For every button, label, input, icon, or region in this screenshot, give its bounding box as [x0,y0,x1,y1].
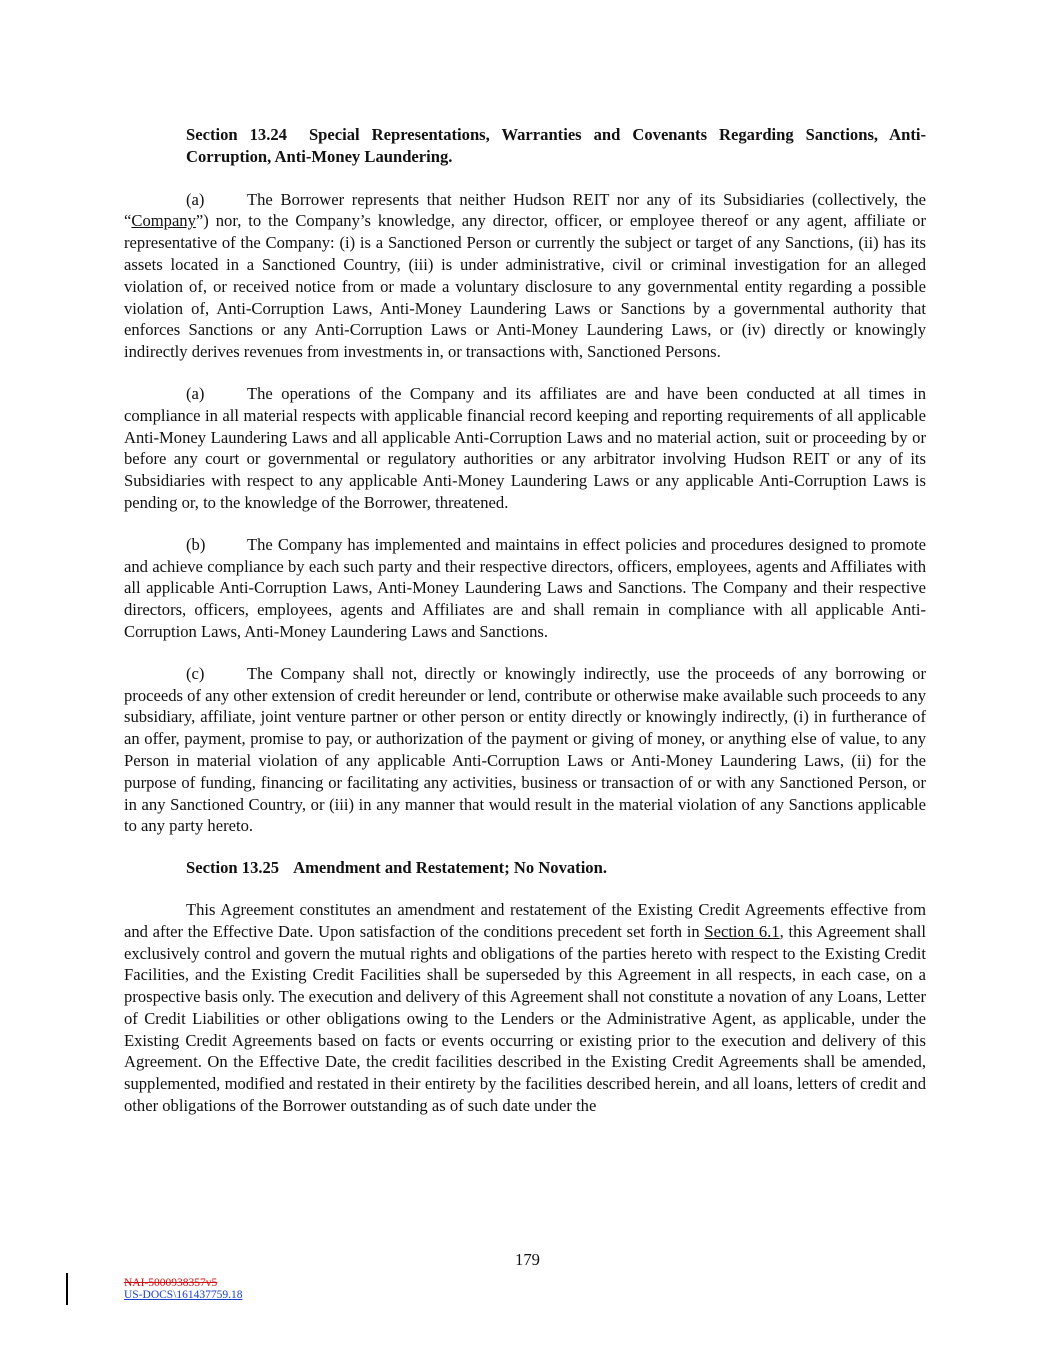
paragraph-text: ”) nor, to the Company’s knowledge, any director, officer, or employee thereof or any agent, affiliate or representative of the Company: (i) is a Sanctioned Person or currently the subject or target of any Sanctions, (ii) has its assets located in a Sanctioned Country, (iii) is under administrative, civil or criminal investigation for an alleged violation of, or received notice from or made a voluntary disclosure to any governmental entity regarding a possible violation of, Anti-Corruption Laws, Anti-Money Laundering Laws or Sanctions by a governmental authority that enforces Sanctions or any Anti-Corruption Laws or Anti-Money Laundering Laws, or (iv) directly or knowingly indirectly derives revenues from investments in, or transactions with, Sanctioned Persons. [124,211,926,362]
section-title: Amendment and Restatement; No Novation. [293,858,607,878]
paragraph-text: , this Agreement shall exclusively control and govern the mutual rights and obligations of the parties hereto with respect to the Existing Credit Facilities, and the Existing Credit Facilities shall be superseded by this Agreement in all respects, in each case, on a prospective basis only. The execution and delivery of this Agreement shall not constitute a novation of any Loans, Letter of Credit Liabilities or other obligations owing to the Lenders or the Administrative Agent, as applicable, under the Existing Credit Agreements based on facts or events occurring or existing prior to the execution and delivery of this Agreement. On the Effective Date, the credit facilities described in the Existing Credit Agreements shall be amended, supplemented, modified and restated in their entirety by the facilities described herein, and all loans, letters of credit and other obligations of the Borrower outstanding as of such date under the [124,921,926,1116]
paragraph-text: This Agreement constitutes an amendment and restatement of the Existing Credit Agreements effective from and after the Effective Date. Upon satisfaction of the conditions precedent set forth in [124,899,926,941]
deleted-document-id: NAI-5000938357v5 [124,1277,218,1289]
paragraph-text: The operations of the Company and its affiliates are and have been conducted at all times in compliance in all material respects with applicable financial record keeping and reporting requirements of all applicable Anti-Money Laundering Laws and all applicable Anti-Corruption Laws and no material action, suit or proceeding by or before any court or governmental or regulatory authorities or any arbitrator involving Hudson REIT or any of its Subsidiaries with respect to any applicable Anti-Money Laundering Laws or any applicable Anti-Corruption Laws is pending or, to the knowledge of the Borrower, threatened. [124,383,926,512]
paragraph-label: (b) [186,534,206,554]
paragraph-label: (c) [186,663,205,683]
paragraph-text: The Company shall not, directly or knowingly indirectly, use the proceeds of any borrowing or proceeds of any other extension of credit hereunder or lend, contribute or otherwise make available such proceeds to any subsidiary, affiliate, joint venture partner or other person or entity directly or knowingly indirectly, (i) in furtherance of an offer, payment, promise to pay, or authorization of the payment or giving of money, or anything else of value, to any Person in material violation of any applicable Anti-Corruption Laws or Anti-Money Laundering Laws, (ii) for the purpose of funding, financing or facilitating any activities, business or transaction of or with any Sanctioned Person, or in any Sanctioned Country, or (iii) in any manner that would result in the material violation of any Sanctions applicable to any party hereto. [124,663,926,836]
paragraph-text: The Company has implemented and maintains in effect policies and procedures designed to promote and achieve compliance by each such party and their respective directors, officers, employees, agents and Affiliates with all applicable Anti-Corruption Laws, Anti-Money Laundering Laws and Sanctions. The Company and their respective directors, officers, employees, agents and Affiliates are and shall remain in compliance with all applicable Anti-Corruption Laws, Anti-Money Laundering Laws and Sanctions. [124,534,926,641]
section-number: Section 13.25 [186,858,280,878]
section-title: Special Representations, Warranties and Covenants Regarding Sanctions, Anti-Corruption, Anti-Money Laundering. [186,125,927,166]
section-13-24-heading [124,124,926,168]
paragraph-label: (a) [186,189,205,209]
paragraph-text: The Borrower represents that neither Hudson REIT nor any of its Subsidiaries (collectively, the “ [124,189,926,231]
section-number: Section 13.24 [186,125,287,144]
change-bar [66,1273,68,1305]
paragraph-a-representations [124,189,926,363]
paragraph-b-policies [124,534,926,643]
paragraph-a-operations [124,383,926,514]
inserted-document-id: US-DOCS\161437759.18 [124,1289,243,1301]
section-13-25-heading [124,857,926,879]
section-6-1-reference: Section 6.1 [704,921,780,941]
paragraph-amendment-restatement [124,899,926,1117]
defined-term-company: Company [131,211,196,231]
paragraph-c-use-of-proceeds [124,663,926,837]
paragraph-label: (a) [186,383,205,403]
document-page [124,124,926,1137]
page-number: 179 [515,1250,540,1269]
